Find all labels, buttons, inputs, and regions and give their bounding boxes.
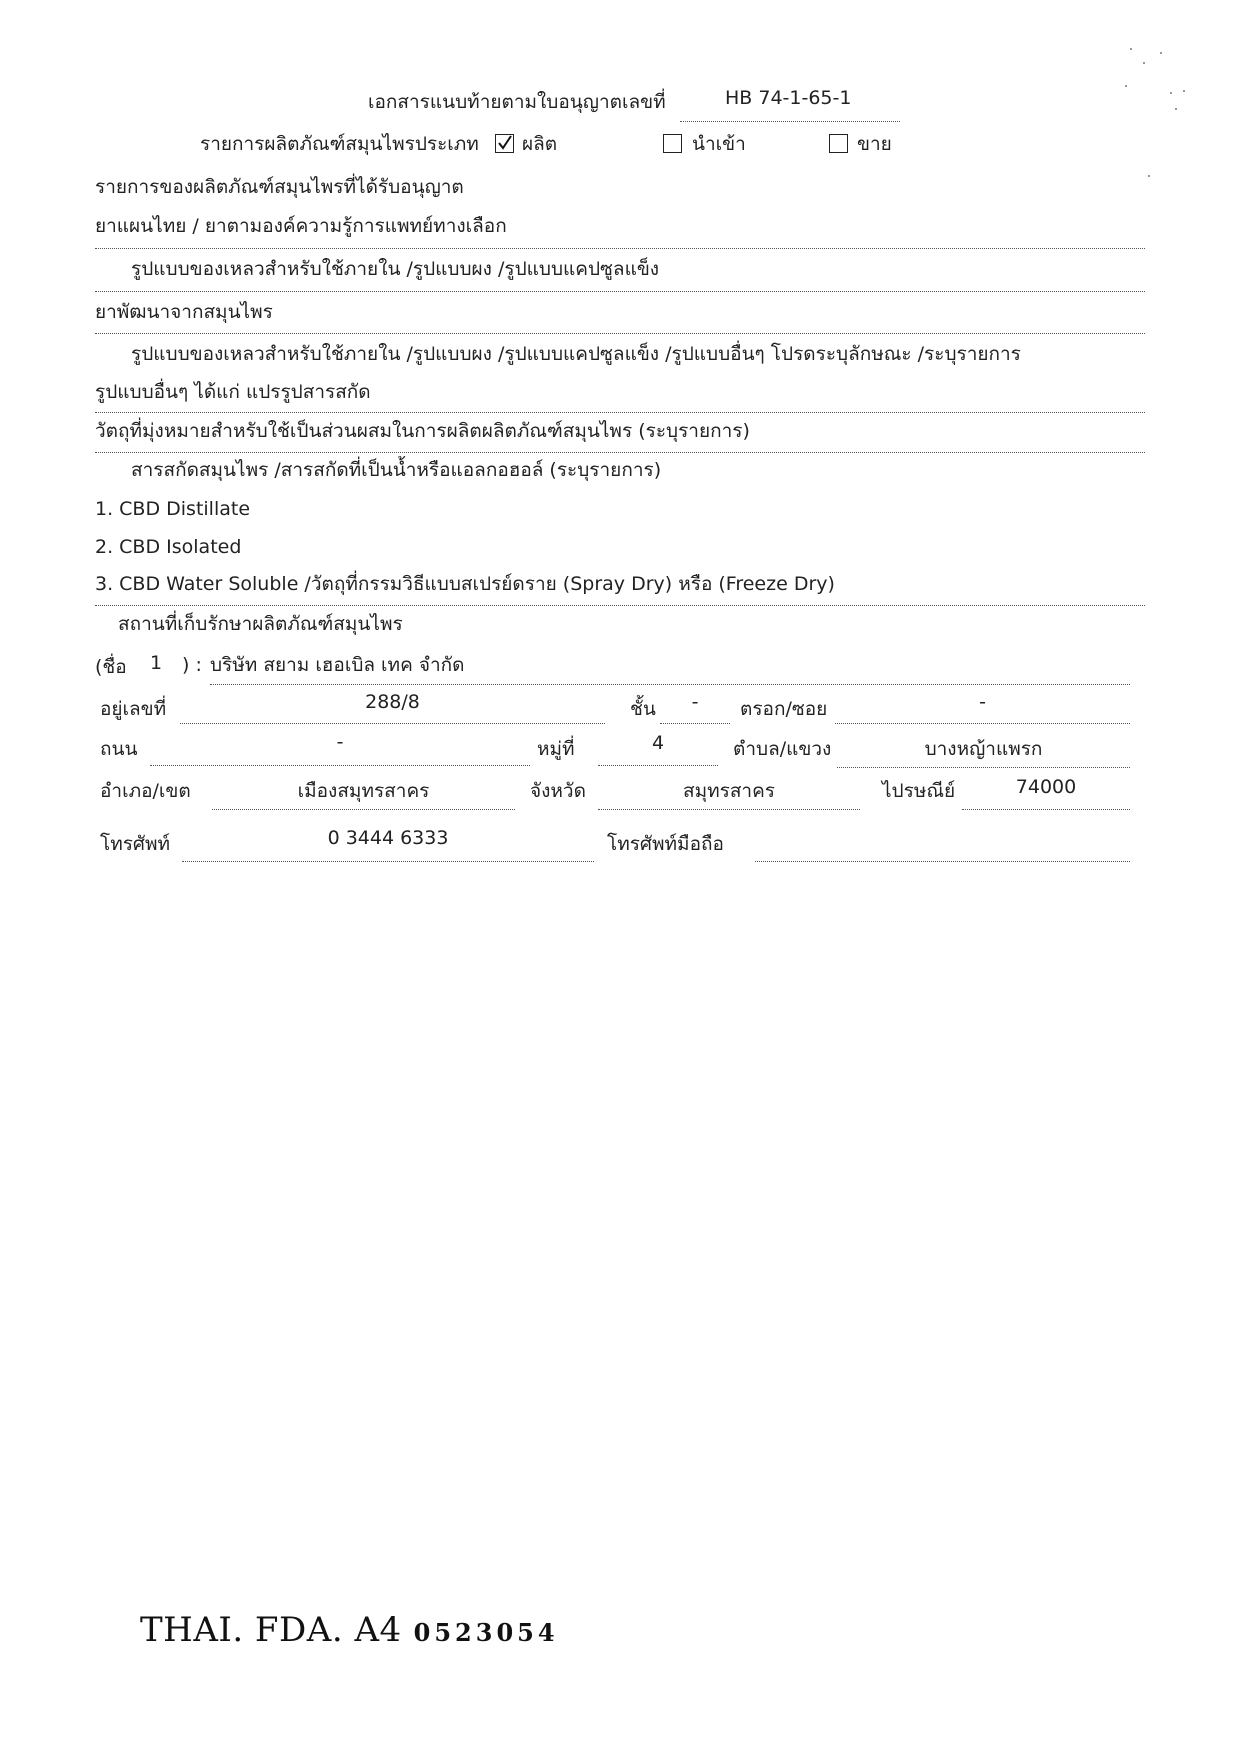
floor-line — [660, 723, 730, 724]
ingredient-materials-heading: วัตถุที่มุ่งหมายสำหรับใช้เป็นส่วนผสมในการผลิตผลิตภัณฑ์สมุนไพร (ระบุรายการ) — [95, 420, 750, 442]
amphoe-label: อำเภอ/เขต — [100, 780, 191, 802]
tambon-value: บางหญ้าแพรก — [924, 738, 1043, 760]
house-no-value: 288/8 — [365, 691, 420, 713]
road-value: - — [336, 731, 344, 753]
phone-label: โทรศัพท์ — [100, 833, 171, 855]
scan-speck — [1175, 108, 1177, 110]
list-item: 3. CBD Water Soluble /วัตถุที่กรรมวิธีแบบสเปรย์ดราย (Spray Dry) หรือ (Freeze Dry) — [95, 573, 835, 595]
floor-value: - — [691, 691, 699, 713]
row-divider — [95, 605, 1145, 606]
company-name-line — [210, 684, 1130, 685]
mobile-label: โทรศัพท์มือถือ — [607, 833, 724, 855]
developed-medicine-category: ยาพัฒนาจากสมุนไพร — [95, 301, 273, 323]
scan-speck — [1130, 48, 1132, 50]
province-value: สมุทรสาคร — [682, 780, 776, 802]
scan-speck — [1148, 175, 1150, 177]
soi-label: ตรอก/ซอย — [740, 698, 828, 720]
list-item: 1. CBD Distillate — [95, 498, 251, 520]
other-forms: รูปแบบอื่นๆ ได้แก่ แปรรูปสารสกัด — [95, 381, 371, 403]
checkbox-sell[interactable] — [829, 134, 848, 153]
moo-value: 4 — [651, 732, 665, 754]
license-number: HB 74-1-65-1 — [725, 87, 852, 109]
product-list-heading: รายการของผลิตภัณฑ์สมุนไพรที่ได้รับอนุญาต — [95, 176, 464, 198]
postal-line — [962, 809, 1130, 810]
checkbox-produce[interactable] — [495, 134, 514, 153]
option-produce-label: ผลิต — [522, 133, 558, 155]
scan-speck — [1160, 52, 1162, 54]
province-line — [598, 809, 860, 810]
scan-speck — [1125, 85, 1127, 87]
province-label: จังหวัด — [530, 780, 586, 802]
house-no-line — [180, 723, 605, 724]
tambon-line — [837, 767, 1130, 768]
soi-value: - — [979, 691, 986, 713]
thai-medicine-category: ยาแผนไทย / ยาตามองค์ความรู้การแพทย์ทางเลือก — [95, 215, 507, 237]
moo-label: หมู่ที่ — [537, 738, 575, 760]
check-icon — [497, 135, 513, 151]
company-name: บริษัท สยาม เฮอเบิล เทค จำกัด — [210, 654, 465, 676]
thai-medicine-forms: รูปแบบของเหลวสำหรับใช้ภายใน /รูปแบบผง /รูปแบบแคปซูลแข็ง — [131, 258, 660, 280]
postal-label: ไปรษณีย์ — [882, 780, 956, 802]
form-code — [140, 1610, 559, 1650]
name-open-label: (ชื่อ — [95, 656, 127, 678]
herbal-extracts-heading: สารสกัดสมุนไพร /สารสกัดที่เป็นน้ำหรือแอลกอฮอล์ (ระบุรายการ) — [131, 459, 662, 481]
name-number: 1 — [150, 652, 163, 674]
row-divider — [95, 248, 1145, 249]
postal-value: 74000 — [1015, 776, 1077, 798]
row-divider — [95, 291, 1145, 292]
license-number-line — [680, 121, 900, 122]
product-type-label: รายการผลิตภัณฑ์สมุนไพรประเภท — [200, 133, 479, 155]
list-item: 2. CBD Isolated — [95, 536, 242, 558]
storage-heading: สถานที่เก็บรักษาผลิตภัณฑ์สมุนไพร — [118, 613, 403, 635]
floor-label: ชั้น — [630, 698, 656, 720]
road-label: ถนน — [100, 738, 138, 760]
name-close-label: ) : — [182, 654, 202, 676]
soi-line — [835, 723, 1130, 724]
mobile-line — [755, 861, 1130, 862]
checkbox-import[interactable] — [663, 134, 682, 153]
tambon-label: ตำบล/แขวง — [733, 738, 832, 760]
phone-line — [182, 861, 594, 862]
row-divider — [95, 452, 1145, 453]
scan-speck — [1143, 62, 1145, 64]
developed-medicine-forms: รูปแบบของเหลวสำหรับใช้ภายใน /รูปแบบผง /รูปแบบแคปซูลแข็ง /รูปแบบอื่นๆ โปรดระบุลักษณะ /ระบุรายการ — [131, 343, 1021, 365]
amphoe-line — [212, 809, 515, 810]
option-sell-label: ขาย — [857, 133, 892, 155]
road-line — [150, 765, 530, 766]
scan-speck — [1170, 92, 1172, 94]
house-no-label: อยู่เลขที่ — [100, 698, 167, 720]
form-code-label: THAI. FDA. A4 — [140, 1610, 402, 1650]
form-serial-number: 0523054 — [413, 1618, 559, 1647]
row-divider — [95, 333, 1145, 334]
option-import-label: นำเข้า — [692, 133, 746, 155]
phone-value: 0 3444 6333 — [327, 827, 449, 849]
amphoe-value: เมืองสมุทรสาคร — [297, 780, 430, 802]
row-divider — [95, 412, 1145, 413]
moo-line — [598, 765, 718, 766]
scan-speck — [1183, 90, 1185, 92]
document-title: เอกสารแนบท้ายตามใบอนุญาตเลขที่ — [368, 91, 666, 113]
